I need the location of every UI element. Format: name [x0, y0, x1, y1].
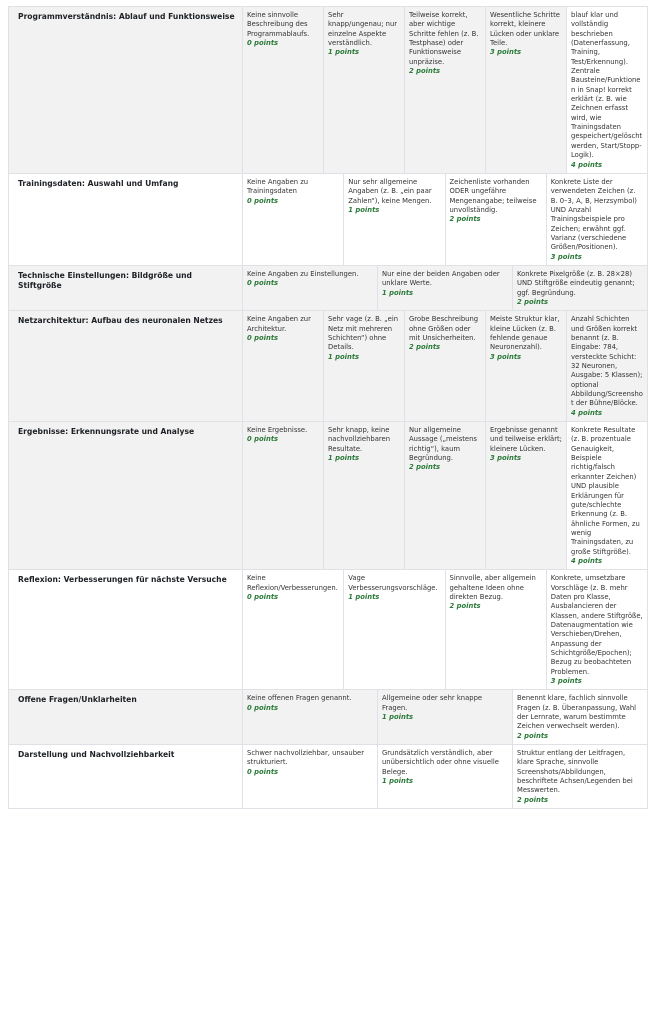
points-suffix: points: [355, 592, 380, 601]
points-suffix: points: [335, 48, 360, 57]
criterion-levels: [243, 265, 648, 310]
criterion-title: Programmverständnis: Ablauf und Funktionsweise: [9, 7, 243, 174]
points-suffix: points: [254, 435, 279, 444]
level-option[interactable]: [485, 311, 566, 421]
criterion-title: Technische Einstellungen: Bildgröße und Stiftgröße: [9, 265, 243, 310]
criterion-title: Offene Fragen/Unklarheiten: [9, 690, 243, 745]
level-option[interactable]: [243, 7, 323, 173]
level-option[interactable]: [566, 7, 647, 173]
points-suffix: points: [497, 48, 522, 57]
level-description: Keine Ergebnisse.: [247, 426, 308, 435]
level-points: [328, 353, 401, 362]
points-suffix: points: [578, 556, 603, 565]
level-option[interactable]: [243, 570, 343, 689]
level-points: [551, 253, 644, 262]
level-points: [490, 454, 563, 463]
level-description: Nur allgemeine Aussage („meistens richtig“), kaum Begründung.: [409, 426, 477, 463]
points-suffix: points: [254, 39, 279, 48]
points-value: 4: [571, 408, 576, 417]
points-suffix: points: [254, 196, 279, 205]
level-description: Keine Angaben zu Trainingsdaten: [247, 177, 309, 196]
level-option[interactable]: [243, 745, 377, 808]
points-value: 0: [247, 39, 252, 48]
points-value: 2: [409, 343, 414, 352]
points-suffix: points: [254, 767, 279, 776]
points-suffix: points: [416, 343, 441, 352]
points-value: 1: [328, 352, 333, 361]
points-value: 0: [247, 334, 252, 342]
level-option[interactable]: [343, 570, 444, 689]
level-option[interactable]: [377, 690, 512, 744]
level-option[interactable]: [243, 174, 343, 265]
criterion-levels: [243, 173, 648, 265]
points-suffix: points: [456, 215, 481, 224]
level-option[interactable]: [323, 7, 404, 173]
level-description: blauf klar und vollständig beschrieben (Datenerfassung, Training, Test/Erkennung). Zentrale Bausteine/Funktionen in Snap! korrekt erklärt (z. B. wie Zeichnen erfasst wird, wie Trainingsdaten gespeichert/gelöscht werden, Start/Stopp-Logik).: [571, 11, 643, 160]
points-value: 0: [247, 196, 252, 205]
points-suffix: points: [389, 777, 414, 786]
points-value: 1: [382, 713, 387, 722]
level-points: [328, 48, 401, 57]
points-value: 4: [571, 160, 576, 169]
level-option[interactable]: [377, 745, 512, 808]
level-description: Schwer nachvollziehbar, unsauber strukturiert.: [247, 749, 364, 767]
level-points: [328, 454, 401, 463]
criterion-row: [9, 745, 648, 809]
points-suffix: points: [497, 454, 522, 463]
criterion-levels: [243, 690, 648, 745]
criterion-row: [9, 7, 648, 174]
points-value: 2: [517, 731, 522, 740]
points-value: 0: [247, 435, 252, 444]
level-option[interactable]: [485, 422, 566, 569]
level-description: Ergebnisse genannt und teilweise erklärt; kleinere Lücken.: [490, 426, 562, 453]
level-points: [247, 593, 340, 602]
points-value: 2: [409, 67, 414, 76]
level-description: Teilweise korrekt, aber wichtige Schritte fehlen (z. B. Testphase) oder Funktionsweise unpräzise.: [409, 11, 479, 66]
level-description: Keine Angaben zu Einstellungen.: [247, 269, 359, 278]
points-suffix: points: [254, 334, 279, 342]
level-option[interactable]: [546, 570, 647, 689]
points-value: 1: [348, 205, 353, 214]
level-option[interactable]: [546, 174, 647, 265]
level-points: [409, 463, 482, 472]
points-suffix: points: [254, 703, 279, 712]
criterion-levels: [243, 311, 648, 422]
level-option[interactable]: [485, 7, 566, 173]
levels-row: [243, 266, 647, 310]
level-points: [247, 39, 320, 48]
level-points: [450, 215, 543, 224]
level-description: Konkrete Liste der verwendeten Zeichen (z. B. 0–3, A, B, Herzsymbol) UND Anzahl Trainingsbeispiele pro Zeichen; erwähnt ggf. Varianz (verschiedene Größen/Positionen).: [550, 177, 637, 252]
level-points: [409, 343, 482, 352]
criterion-levels: [243, 570, 648, 690]
level-description: Meiste Struktur klar, kleine Lücken (z. B. fehlende genaue Neuronenzahl).: [490, 315, 560, 352]
points-value: 0: [247, 703, 252, 712]
level-option[interactable]: [343, 174, 444, 265]
level-option[interactable]: [566, 422, 647, 569]
level-points: [247, 435, 320, 444]
points-value: 2: [449, 215, 455, 224]
points-value: 3: [490, 352, 495, 361]
level-option[interactable]: [243, 266, 377, 310]
points-suffix: points: [389, 713, 414, 722]
level-description: Sehr knapp/ungenau; nur einzelne Aspekte verständlich.: [328, 11, 398, 48]
level-option[interactable]: [243, 690, 377, 744]
criterion-levels: [243, 422, 648, 570]
points-value: 0: [247, 767, 252, 776]
level-points: [247, 704, 374, 713]
level-description: Konkrete Pixelgröße (z. B. 28×28) UND Stiftgröße eindeutig genannt; ggf. Begründung.: [517, 269, 635, 297]
level-description: Nur eine der beiden Angaben oder unklare Werte.: [382, 269, 500, 288]
level-description: Grundsätzlich verständlich, aber unübersichtlich oder ohne visuelle Belege.: [382, 749, 499, 776]
criterion-row: [9, 570, 648, 690]
levels-row: [243, 745, 647, 808]
level-description: Konkrete, umsetzbare Vorschläge (z. B. mehr Daten pro Klasse, Ausbalancieren der Klassen, andere Stiftgröße, Datenaugmentation wie Verschieben/Drehen, Anpassung der Schichtgröße/Epochen); Bezug zu beobachteten Problemen.: [550, 574, 643, 676]
level-description: Sinnvolle, aber allgemein gehaltene Ideen ohne direkten Bezug.: [449, 574, 536, 601]
level-points: [348, 593, 441, 602]
rubric-body: [9, 7, 648, 809]
points-value: 2: [409, 463, 414, 472]
points-value: 3: [550, 252, 556, 261]
points-suffix: points: [557, 252, 582, 261]
level-points: [382, 777, 509, 786]
criterion-title: Ergebnisse: Erkennungsrate und Analyse: [9, 422, 243, 570]
points-value: 1: [382, 777, 387, 786]
level-points: [247, 334, 320, 343]
points-suffix: points: [254, 592, 279, 601]
level-description: Konkrete Resultate (z. B. prozentuale Genauigkeit, Beispiele richtig/falsch erkannter Zeichen) UND plausible Erklärungen für gute/schlechte Erkennung (z. B. ähnliche Formen, zu wenig Trainingsdaten, zu große Stiftgröße).: [571, 426, 640, 556]
level-points: [382, 289, 509, 298]
level-option[interactable]: [243, 422, 323, 569]
level-description: Keine Reflexion/Verbesserungen.: [247, 574, 338, 592]
criterion-row: [9, 265, 648, 310]
points-suffix: points: [497, 352, 522, 361]
points-suffix: points: [578, 160, 603, 169]
criterion-title: Trainingsdaten: Auswahl und Umfang: [9, 173, 243, 265]
level-points: [247, 197, 340, 206]
level-description: Nur sehr allgemeine Angaben (z. B. „ein paar Zahlen“), keine Mengen.: [348, 177, 432, 205]
level-points: [247, 768, 374, 777]
points-value: 2: [449, 602, 455, 611]
level-points: [517, 298, 644, 307]
points-value: 0: [247, 279, 252, 288]
level-option[interactable]: [404, 311, 485, 421]
level-description: Grobe Beschreibung ohne Größen oder mit Unsicherheiten.: [409, 315, 479, 342]
level-points: [382, 713, 509, 722]
criterion-levels: [243, 7, 648, 174]
points-suffix: points: [524, 795, 549, 804]
level-option[interactable]: [243, 311, 323, 421]
levels-row: [243, 311, 647, 421]
level-description: Benennt klare, fachlich sinnvolle Fragen (z. B. Überanpassung, Wahl der Lernrate, warum bestimmte Zeichen verwechselt werden).: [517, 694, 637, 731]
points-suffix: points: [355, 205, 380, 214]
criterion-row: [9, 690, 648, 745]
levels-row: [243, 174, 647, 265]
levels-row: [243, 570, 647, 689]
level-option[interactable]: [566, 311, 647, 421]
level-points: [409, 67, 482, 76]
level-option[interactable]: [404, 422, 485, 569]
points-suffix: points: [524, 297, 549, 306]
level-points: [490, 353, 563, 362]
criterion-row: [9, 422, 648, 570]
level-option[interactable]: [512, 690, 647, 744]
level-option[interactable]: [377, 266, 512, 310]
level-option[interactable]: [323, 422, 404, 569]
points-value: 3: [550, 677, 556, 686]
level-description: Wesentliche Schritte korrekt, kleinere Lücken oder unklare Teile.: [490, 11, 560, 48]
points-suffix: points: [416, 67, 441, 76]
levels-row: [243, 690, 647, 744]
level-points: [247, 279, 374, 288]
points-value: 1: [328, 48, 333, 57]
points-value: 2: [517, 795, 522, 804]
level-option[interactable]: [512, 266, 647, 310]
level-description: Allgemeine oder sehr knappe Fragen.: [382, 694, 483, 712]
level-points: [571, 409, 644, 418]
points-suffix: points: [335, 454, 360, 463]
criterion-row: [9, 173, 648, 265]
points-suffix: points: [456, 602, 481, 611]
criterion-title: Netzarchitektur: Aufbau des neuronalen Netzes: [9, 311, 243, 422]
level-points: [517, 732, 644, 741]
points-value: 1: [382, 288, 387, 297]
criterion-title: Darstellung und Nachvollziehbarkeit: [9, 745, 243, 809]
points-value: 3: [490, 454, 495, 463]
level-option[interactable]: [404, 7, 485, 173]
criterion-title: Reflexion: Verbesserungen für nächste Versuche: [9, 570, 243, 690]
points-suffix: points: [578, 408, 603, 417]
points-value: 4: [571, 556, 576, 565]
points-suffix: points: [254, 279, 279, 288]
points-value: 3: [490, 48, 495, 57]
points-suffix: points: [335, 352, 360, 361]
level-description: Sehr knapp, keine nachvollziehbaren Resultate.: [328, 426, 391, 453]
levels-row: [243, 422, 647, 569]
level-points: [571, 557, 644, 566]
criterion-row: [9, 311, 648, 422]
level-description: Keine sinnvolle Beschreibung des Programmablaufs.: [247, 11, 310, 38]
levels-row: [243, 7, 647, 173]
rubric-table: [8, 6, 648, 809]
points-suffix: points: [416, 463, 441, 472]
level-description: Keine offenen Fragen genannt.: [247, 694, 352, 703]
level-description: Struktur entlang der Leitfragen, klare Sprache, sinnvolle Screenshots/Abbildungen, beschriftete Achsen/Legenden bei Messwerten.: [517, 749, 633, 795]
level-option[interactable]: [445, 570, 546, 689]
points-value: 0: [247, 592, 252, 601]
points-suffix: points: [557, 677, 582, 686]
level-option[interactable]: [512, 745, 647, 808]
points-value: 1: [328, 454, 333, 463]
criterion-levels: [243, 745, 648, 809]
level-description: Vage Verbesserungsvorschläge.: [348, 574, 438, 592]
level-points: [571, 161, 644, 170]
level-description: Zeichenliste vorhanden ODER ungefähre Mengenangabe; teilweise unvollständig.: [449, 177, 537, 214]
level-points: [551, 677, 644, 686]
points-value: 2: [517, 297, 522, 306]
level-description: Keine Angaben zur Architektur.: [247, 315, 311, 333]
level-points: [490, 48, 563, 57]
level-option[interactable]: [323, 311, 404, 421]
level-option[interactable]: [445, 174, 546, 265]
level-points: [517, 796, 644, 805]
level-description: Sehr vage (z. B. „ein Netz mit mehreren Schichten“) ohne Details.: [328, 315, 399, 352]
points-suffix: points: [524, 731, 549, 740]
points-value: 1: [348, 592, 353, 601]
level-description: Anzahl Schichten und Größen korrekt benannt (z. B. Eingabe: 784, versteckte Schicht: 32 Neuronen, Ausgabe: 5 Klassen); optional Abbildung/Screenshot der Bühne/Blöcke.: [571, 315, 643, 408]
points-suffix: points: [389, 288, 414, 297]
level-points: [348, 206, 441, 215]
level-points: [450, 602, 543, 611]
